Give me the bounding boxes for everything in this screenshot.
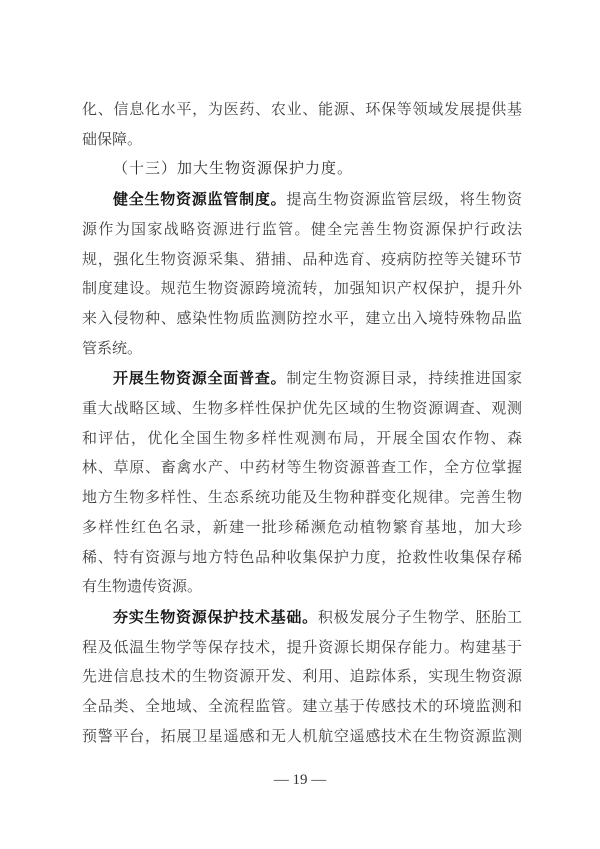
body-text-run: 础保障。: [82, 131, 143, 148]
text-line: [82, 126, 522, 156]
body-text-run: 来入侵物种、感染性物质监测防控水平，建立出入境特殊物品监: [82, 310, 522, 327]
body-text-run: 化、信息化水平，为医药、农业、能源、环保等领域发展提供基: [82, 102, 522, 118]
text-line: [82, 693, 522, 723]
body-text-run: 源作为国家战略资源进行监管。健全完善生物资源保护行政法: [82, 221, 522, 238]
text-line: [82, 484, 522, 514]
body-text-run: 提高生物资源监管层级，将生物资: [286, 192, 522, 209]
text-line: [82, 364, 522, 395]
body-text-run: 积极发展分子生物学、胚胎工: [317, 609, 522, 626]
body-text-run: 制定生物资源目录，持续推进国家: [286, 371, 522, 388]
body-text-run: 多样性红色名录，新建一批珍稀濒危动植物繁育基地，加大珍: [82, 519, 522, 536]
text-line: [82, 305, 522, 335]
body-text-run: 制度建设。规范生物资源跨境流转，加强知识产权保护，提升外: [82, 281, 522, 298]
document-body: [82, 96, 522, 752]
text-line: [82, 573, 522, 603]
body-text-run: 规，强化生物资源采集、猎捕、品种选育、疫病防控等关键环节: [82, 251, 522, 268]
body-text-run: 管系统。: [82, 340, 143, 357]
paragraph-lead-emphasis: 夯实生物资源保护技术基础。: [113, 608, 318, 626]
text-line: [82, 185, 522, 216]
text-line: [82, 395, 522, 425]
body-text-run: 全品类、全地域、全流程监管。建立基于传感技术的环境监测和: [82, 699, 522, 716]
text-line: [82, 246, 522, 276]
text-line: [82, 275, 522, 305]
text-line: [82, 544, 522, 574]
text-line: [82, 96, 522, 126]
text-line: [82, 335, 522, 365]
body-text-run: 稀、特有资源与地方特色品种收集保护力度，抢救性收集保存稀: [82, 549, 522, 566]
text-line: [82, 216, 522, 246]
body-text-run: 地方生物多样性、生态系统功能及生物种群变化规律。完善生物: [82, 490, 522, 507]
body-text-run: 和评估，优化全国生物多样性观测布局，开展全国农作物、森: [82, 430, 522, 447]
text-line: [82, 514, 522, 544]
body-text-run: 预警平台，拓展卫星遥感和无人机航空遥感技术在生物资源监测: [82, 728, 522, 745]
text-line: [82, 634, 522, 664]
body-text-run: 重大战略区域、生物多样性保护优先区域的生物资源调查、观测: [82, 401, 522, 418]
text-line: [82, 723, 522, 753]
body-text-run: 有生物遗传资源。: [82, 579, 203, 596]
page-number: — 19 —: [273, 772, 327, 788]
body-text-run: 先进信息技术的生物资源开发、利用、追踪体系，实现生物资源: [82, 669, 522, 686]
body-text-run: （十三）加大生物资源保护力度。: [113, 161, 354, 178]
paragraph-lead-emphasis: 开展生物资源全面普查。: [113, 370, 287, 388]
text-line: [82, 454, 522, 484]
text-line: [82, 663, 522, 693]
text-line: [82, 603, 522, 634]
section-heading-line: [82, 155, 522, 185]
paragraph-lead-emphasis: 健全生物资源监管制度。: [113, 191, 287, 209]
body-text-run: 程及低温生物学等保存技术，提升资源长期保存能力。构建基于: [82, 639, 522, 656]
text-line: [82, 425, 522, 455]
body-text-run: 林、草原、畜禽水产、中药材等生物资源普查工作，全方位掌握: [82, 460, 522, 477]
